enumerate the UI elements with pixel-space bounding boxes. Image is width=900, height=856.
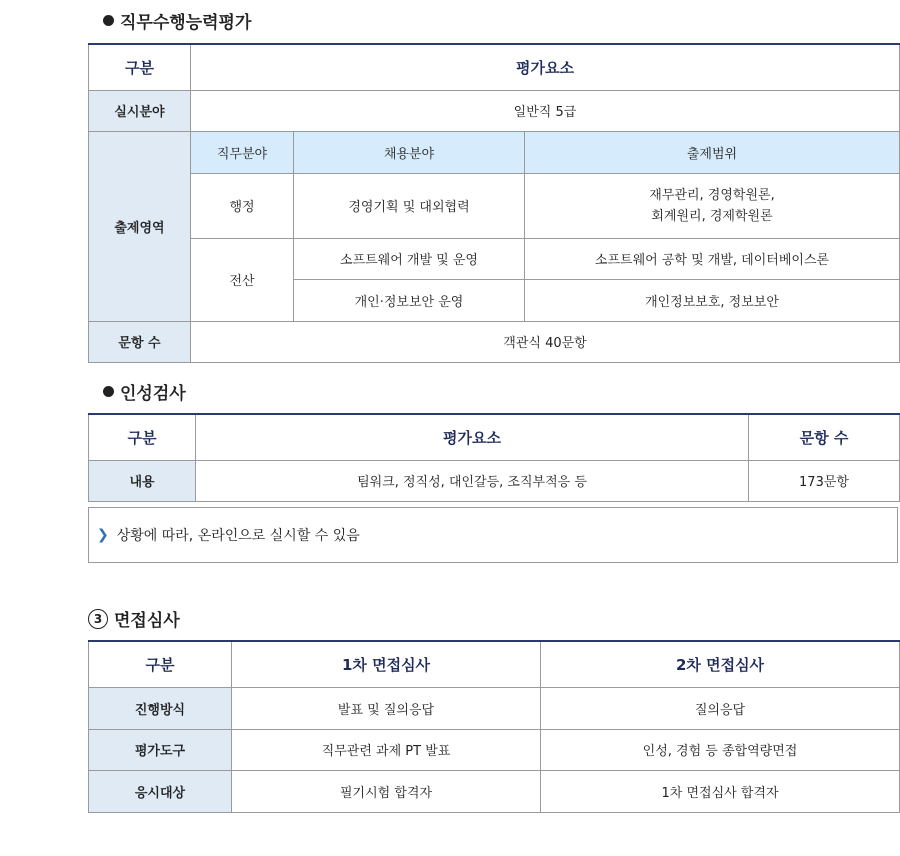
circled-number: 3	[88, 609, 108, 629]
header-category: 구분	[89, 414, 196, 460]
section-title-interview	[88, 606, 180, 631]
subheader-job-field: 직무분야	[191, 131, 294, 173]
header-eval-elements: 평가요소	[191, 44, 900, 90]
row-label-field: 실시분야	[89, 90, 191, 131]
section-title-text: 인성검사	[120, 384, 186, 404]
cell-admin-range	[525, 173, 900, 238]
section-title-text: 직무수행능력평가	[120, 13, 252, 33]
row-label-method: 진행방식	[89, 687, 232, 729]
cell-field-value: 일반직 5급	[191, 90, 900, 131]
subheader-exam-range: 출제범위	[525, 131, 900, 173]
note-text: 상황에 따라, 온라인으로 실시할 수 있음	[116, 528, 360, 544]
cell-content-count: 173문항	[749, 460, 900, 501]
bullet-icon	[103, 386, 114, 397]
cell-method-first: 발표 및 질의응답	[232, 687, 541, 729]
bullet-icon	[103, 15, 114, 26]
chevron-right-icon: ❯	[97, 527, 109, 543]
cell-target-first: 필기시험 합격자	[232, 770, 541, 812]
header-category: 구분	[89, 641, 232, 687]
header-eval-elements: 평가요소	[196, 414, 749, 460]
header-question-count: 문항 수	[749, 414, 900, 460]
cell-it-recruit-1: 소프트웨어 개발 및 운영	[294, 238, 525, 279]
row-label-tool: 평가도구	[89, 729, 232, 770]
section-title-personality	[103, 379, 186, 404]
header-second-interview: 2차 면접심사	[541, 641, 900, 687]
cell-tool-first: 직무관련 과제 PT 발표	[232, 729, 541, 770]
job-competency-table	[88, 43, 900, 363]
section-title-text: 면접심사	[114, 611, 180, 631]
note-box	[88, 507, 898, 563]
cell-count-value: 객관식 40문항	[191, 321, 900, 362]
range-line: 재무관리, 경영학원론,	[649, 187, 775, 203]
header-category: 구분	[89, 44, 191, 90]
cell-it-range-1: 소프트웨어 공학 및 개발, 데이터베이스론	[525, 238, 900, 279]
header-first-interview: 1차 면접심사	[232, 641, 541, 687]
interview-table	[88, 640, 900, 813]
range-line: 회계원리, 경제학원론	[651, 208, 773, 224]
cell-target-second: 1차 면접심사 합격자	[541, 770, 900, 812]
row-label-scope: 출제영역	[89, 131, 191, 321]
cell-it-range-2: 개인정보보호, 정보보안	[525, 279, 900, 321]
personality-table	[88, 413, 900, 502]
row-label-target: 응시대상	[89, 770, 232, 812]
cell-method-second: 질의응답	[541, 687, 900, 729]
subheader-recruit-field: 채용분야	[294, 131, 525, 173]
cell-admin-recruit: 경영기획 및 대외협력	[294, 173, 525, 238]
cell-tool-second: 인성, 경험 등 종합역량면접	[541, 729, 900, 770]
cell-admin-field: 행정	[191, 173, 294, 238]
cell-it-field: 전산	[191, 238, 294, 321]
cell-content-value: 팀워크, 정직성, 대인갈등, 조직부적응 등	[196, 460, 749, 501]
cell-it-recruit-2: 개인·정보보안 운영	[294, 279, 525, 321]
row-label-count: 문항 수	[89, 321, 191, 362]
section-title-job-competency	[103, 8, 251, 33]
row-label-content: 내용	[89, 460, 196, 501]
